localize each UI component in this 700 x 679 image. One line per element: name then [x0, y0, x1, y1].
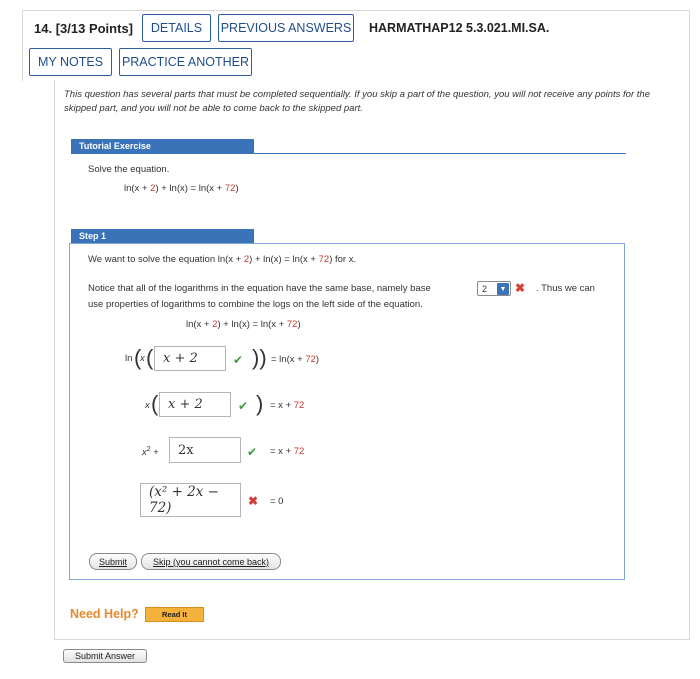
eq-coef: 2: [243, 254, 250, 265]
notice-text: Notice that all of the logarithms in the equation have the same base, namely base: [88, 283, 431, 294]
notice-text-end: . Thus we can: [536, 283, 595, 294]
text-part: ) for x.: [329, 254, 357, 265]
incorrect-icon: ✖: [515, 281, 526, 295]
row1-answer-input[interactable]: x + 2: [154, 346, 226, 371]
base-select[interactable]: [477, 281, 511, 296]
row3-exponent: 2: [146, 446, 151, 453]
eq-part: ) + ln(x) = ln(x +: [217, 319, 287, 330]
rhs-part: ): [315, 354, 320, 365]
row1-ln-prefix: [125, 353, 132, 364]
skip-step-button[interactable]: Skip (you cannot come back): [141, 553, 281, 570]
rhs-part: = x +: [270, 446, 294, 457]
text-part: We want to solve the equation ln(x +: [88, 254, 244, 265]
incorrect-icon: ✖: [248, 494, 259, 508]
row3-plus: +: [153, 447, 159, 459]
base-select-value: 2: [482, 283, 488, 294]
row2-close-paren: ): [256, 391, 264, 416]
row2-answer-input[interactable]: x + 2: [159, 392, 231, 417]
submit-step-button[interactable]: Submit: [89, 553, 137, 570]
row3-lhs: [142, 446, 159, 458]
row1-open-paren-inner: (: [146, 345, 154, 370]
row2-rhs: [270, 400, 304, 411]
tutorial-exercise-heading: Tutorial Exercise: [71, 139, 254, 153]
step1-equation: [186, 319, 301, 330]
eq-part: ln(x +: [186, 319, 213, 330]
eq-coef: 2: [212, 319, 218, 330]
row4-answer-input[interactable]: (x² + 2x − 72): [140, 483, 241, 517]
correct-icon: ✔: [247, 445, 258, 459]
row2-open-paren: (: [151, 391, 159, 416]
eq-coef: 72: [286, 319, 298, 330]
row1-rhs: [271, 354, 319, 365]
eq-coef: 72: [293, 400, 305, 411]
my-notes-button[interactable]: MY NOTES: [29, 48, 112, 76]
practice-another-button[interactable]: PRACTICE ANOTHER: [119, 48, 252, 76]
intro-text: This question has several parts that must be completed sequentially. If you skip a part of the question, you will not receive any points for the skipped part, and you will not be able to come back to the skipped part.: [64, 89, 650, 114]
eq-coef: 72: [318, 254, 330, 265]
correct-icon: ✔: [233, 353, 244, 367]
ln-text: ln: [125, 353, 133, 364]
row1-open-paren: (: [134, 345, 142, 370]
tutorial-prompt: Solve the equation.: [88, 164, 170, 175]
question-number-text: 14.: [34, 21, 53, 36]
tutorial-divider: [71, 153, 626, 154]
rhs-part: = x +: [270, 400, 294, 411]
question-number: [34, 21, 133, 36]
chevron-down-icon: ▼: [497, 283, 509, 295]
step1-heading: Step 1: [71, 229, 254, 243]
eq-part: ): [297, 319, 301, 330]
eq-coef: 72: [224, 183, 236, 194]
step1-intro-line: [88, 254, 356, 265]
row3-rhs: [270, 446, 304, 457]
tutorial-equation: [124, 183, 239, 194]
eq-coef: 2: [150, 183, 156, 194]
course-code: HARMATHAP12 5.3.021.MI.SA.: [369, 21, 550, 35]
read-it-button[interactable]: Read It: [145, 607, 204, 622]
row1-x: x: [140, 353, 145, 364]
previous-answers-button[interactable]: PREVIOUS ANSWERS: [218, 14, 354, 42]
row3-answer-input[interactable]: 2x: [169, 437, 241, 463]
eq-coef: 72: [293, 446, 305, 457]
eq-part: ): [235, 183, 239, 194]
text-part: ) + ln(x) = ln(x +: [249, 254, 319, 265]
row4-rhs: = 0: [270, 496, 284, 507]
row3-x: x: [142, 447, 147, 459]
row1-close-parens: )): [252, 345, 267, 370]
notice-text-line2: use properties of logarithms to combine the logs on the left side of the equation.: [88, 299, 423, 310]
rhs-part: = ln(x +: [271, 354, 306, 365]
eq-coef: 72: [305, 354, 316, 365]
need-help-label: Need Help?: [70, 607, 139, 621]
eq-part: ) + ln(x) = ln(x +: [155, 183, 225, 194]
eq-part: ln(x +: [124, 183, 151, 194]
row2-x: x: [145, 400, 150, 411]
submit-answer-button[interactable]: Submit Answer: [63, 649, 147, 663]
details-button[interactable]: DETAILS: [142, 14, 211, 42]
correct-icon: ✔: [238, 399, 249, 413]
question-points: [3/13 Points]: [55, 21, 133, 36]
